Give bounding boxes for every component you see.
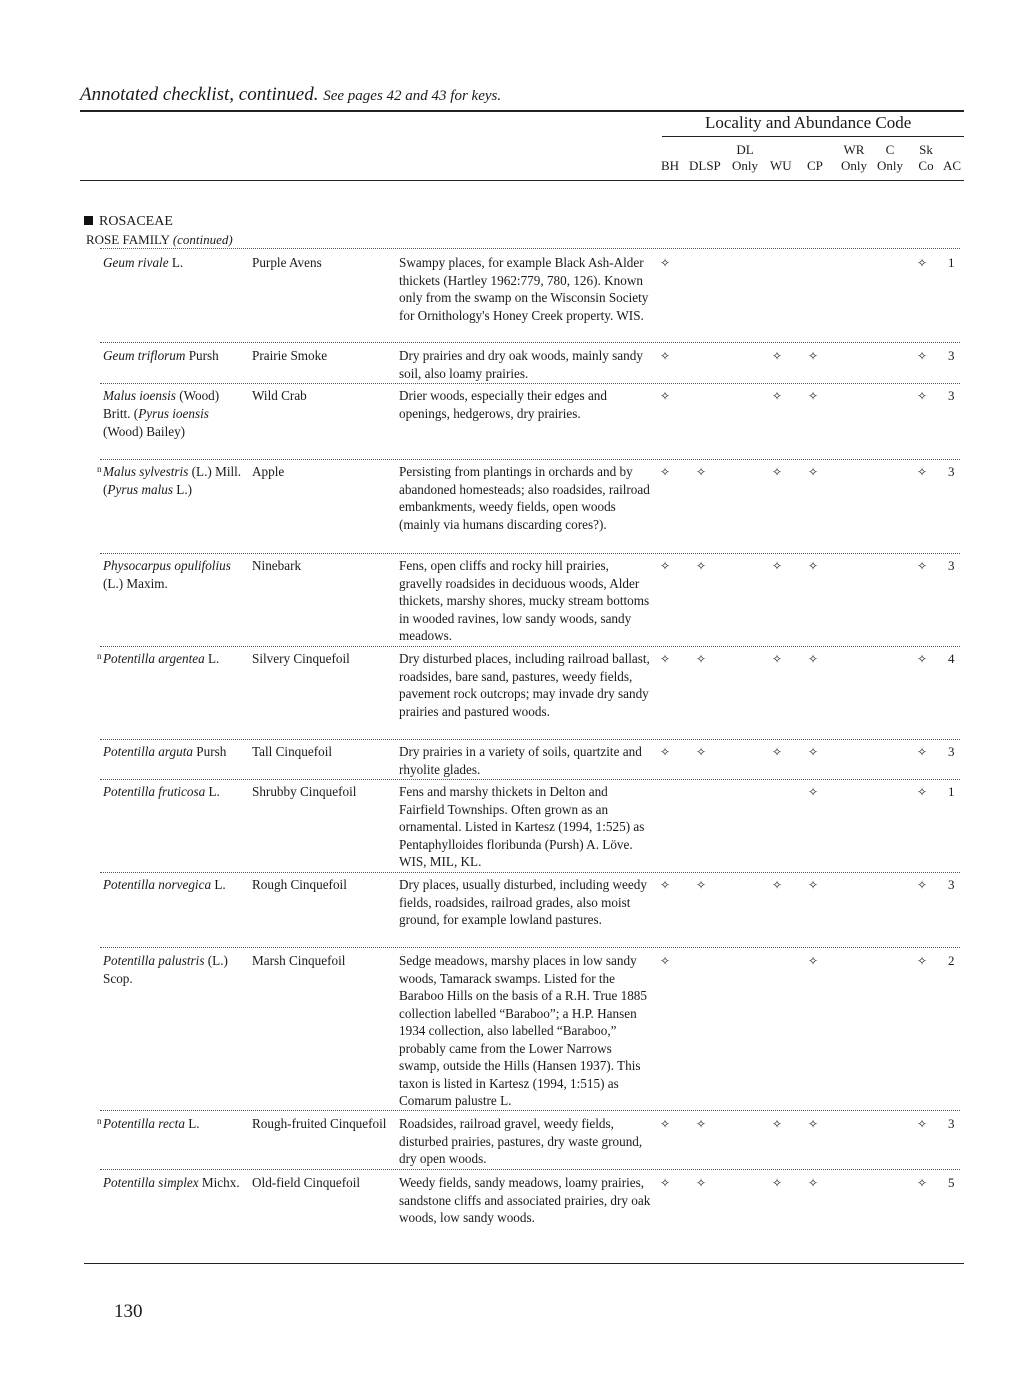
row-divider xyxy=(100,342,960,343)
row-divider xyxy=(100,248,960,249)
common-name: Ninebark xyxy=(252,558,302,573)
common-name: Old-field Cinquefoil xyxy=(252,1175,361,1190)
locality-marker-dlsp-icon: ✧ xyxy=(695,878,707,892)
locality-marker-dlsp-icon: ✧ xyxy=(695,1117,707,1131)
locality-marker-bh-icon: ✧ xyxy=(659,1176,671,1190)
synonym: Pyrus malus xyxy=(107,482,173,497)
common-name: Apple xyxy=(252,464,285,479)
row-divider xyxy=(100,947,960,948)
locality-marker-dlsp-icon: ✧ xyxy=(695,745,707,759)
habitat-description: Dry disturbed places, including railroad ballast, roadsides, bare sand, pastures, weedy fields, pavement rock outcrops; may invade dry sandy prairies and pastured woods. xyxy=(399,651,650,719)
habitat-description: Sedge meadows, marshy places in low sandy woods, Tamarack swamps. Listed for the Baraboo Hills on the basis of a R.H. True 1885 collection labelled “Baraboo”; a H.P. Hansen 1934 collection, also labelled “Baraboo,” probably came from the Lower Narrows swamp, outside the Hills (Hansen 1937). This taxon is listed in Kartesz (1994, 1:515) as Comarum palustre L. xyxy=(399,953,647,1108)
locality-marker-wu-icon: ✧ xyxy=(771,1176,783,1190)
locality-marker-wu-icon: ✧ xyxy=(771,652,783,666)
binomial: Malus sylvestris xyxy=(103,464,189,479)
locality-marker-sk-icon: ✧ xyxy=(916,1176,928,1190)
locality-marker-cp-icon: ✧ xyxy=(807,785,819,799)
locality-marker-bh-icon: ✧ xyxy=(659,256,671,270)
locality-marker-bh-icon: ✧ xyxy=(659,878,671,892)
locality-marker-cp-icon: ✧ xyxy=(807,1117,819,1131)
locality-marker-sk-icon: ✧ xyxy=(916,652,928,666)
abundance-code: 3 xyxy=(948,558,955,573)
family-name: ROSACEAE xyxy=(99,214,173,229)
running-header xyxy=(80,84,501,106)
col-bh: BH xyxy=(661,158,680,173)
col-wr-bottom: Only xyxy=(841,158,867,173)
col-wu: WU xyxy=(770,158,792,173)
common-name: Marsh Cinquefoil xyxy=(252,953,346,968)
synonym: Pyrus ioensis xyxy=(138,406,209,421)
locality-marker-wu-icon: ✧ xyxy=(771,1117,783,1131)
authority: (L.) Maxim. xyxy=(103,576,168,591)
locality-marker-cp-icon: ✧ xyxy=(807,389,819,403)
locality-marker-wu-icon: ✧ xyxy=(771,745,783,759)
common-name: Rough-fruited Cinquefoil xyxy=(252,1116,387,1131)
row-divider xyxy=(100,553,960,554)
common-name: Wild Crab xyxy=(252,388,307,403)
habitat-description: Fens and marshy thickets in Delton and Fairfield Townships. Often grown as an ornamental. Listed in Kartesz (1994, 1:525) as Pentaphylloides floribunda (Pursh) A. Löve. WIS, MIL, KL. xyxy=(399,784,645,869)
abundance-code: 1 xyxy=(948,784,955,799)
col-sk-top: Sk xyxy=(919,142,933,157)
locality-marker-sk-icon: ✧ xyxy=(916,389,928,403)
authority: L. xyxy=(204,651,220,666)
authority: (L.) Scop. xyxy=(103,953,228,986)
binomial: Potentilla arguta xyxy=(103,744,193,759)
locality-marker-cp-icon: ✧ xyxy=(807,349,819,363)
introduced-marker: n xyxy=(97,464,102,474)
scientific-name xyxy=(103,1174,243,1192)
authority: L. xyxy=(205,784,220,799)
header-title: Annotated checklist, continued. xyxy=(80,84,319,105)
authority: L. xyxy=(184,1116,200,1131)
authority: (L.) Mill. xyxy=(188,464,242,479)
locality-marker-bh-icon: ✧ xyxy=(659,559,671,573)
scientific-name xyxy=(103,254,243,272)
common-name: Prairie Smoke xyxy=(252,348,328,363)
locality-marker-cp-icon: ✧ xyxy=(807,954,819,968)
habitat-description: Dry prairies in a variety of soils, quartzite and rhyolite glades. xyxy=(399,744,642,777)
locality-marker-dlsp-icon: ✧ xyxy=(695,465,707,479)
authority: Pursh xyxy=(193,744,227,759)
row-divider xyxy=(100,779,960,780)
family-heading xyxy=(84,214,173,230)
col-dlsp: DLSP xyxy=(689,158,721,173)
locality-marker-sk-icon: ✧ xyxy=(916,745,928,759)
habitat-description: Fens, open cliffs and rocky hill prairies, gravelly roadsides in deciduous woods, Alder thickets, marshy shores, mucky stream bottoms in wooded ravines, low sandy woods, sandy meadows. xyxy=(399,558,650,643)
common-name: Shrubby Cinquefoil xyxy=(252,784,357,799)
col-c-bottom: Only xyxy=(877,158,903,173)
scientific-name xyxy=(103,347,243,365)
introduced-marker: n xyxy=(97,651,102,661)
authority: L. xyxy=(211,877,226,892)
binomial: Geum triflorum xyxy=(103,348,186,363)
page-number: 130 xyxy=(114,1301,143,1322)
authority: (Wood) Britt. xyxy=(103,388,220,421)
locality-marker-bh-icon: ✧ xyxy=(659,389,671,403)
locality-marker-cp-icon: ✧ xyxy=(807,745,819,759)
locality-marker-sk-icon: ✧ xyxy=(916,785,928,799)
scientific-name xyxy=(97,463,243,499)
col-dl-top: DL xyxy=(736,142,754,157)
binomial: Potentilla palustris xyxy=(103,953,205,968)
habitat-description: Swampy places, for example Black Ash-Alder thickets (Hartley 1962:779, 780, 126). Known only from the swamp on the Wisconsin Society for Ornithology's Honey Creek property. WIS. xyxy=(399,255,649,323)
abundance-code: 1 xyxy=(948,255,955,270)
locality-marker-bh-icon: ✧ xyxy=(659,954,671,968)
header-note: See pages 42 and 43 for keys. xyxy=(323,88,502,104)
binomial: Malus ioensis xyxy=(103,388,176,403)
scientific-name xyxy=(97,1115,243,1133)
abundance-code: 2 xyxy=(948,953,955,968)
binomial: Potentilla argentea xyxy=(103,651,205,666)
locality-marker-wu-icon: ✧ xyxy=(771,465,783,479)
locality-marker-cp-icon: ✧ xyxy=(807,559,819,573)
family-common-name: ROSE FAMILY xyxy=(86,232,170,247)
row-divider xyxy=(100,646,960,647)
scientific-name xyxy=(103,743,243,761)
row-divider xyxy=(100,1169,960,1170)
locality-marker-dlsp-icon: ✧ xyxy=(695,559,707,573)
habitat-description: Persisting from plantings in orchards and by abandoned homesteads; also roadsides, railroad embankments, weedy fields, open woods (mainly via humans discarding cores?). xyxy=(399,464,650,532)
scientific-name xyxy=(97,650,243,668)
locality-marker-sk-icon: ✧ xyxy=(916,349,928,363)
common-name: Tall Cinquefoil xyxy=(252,744,333,759)
abundance-code: 3 xyxy=(948,388,955,403)
scientific-name xyxy=(103,387,243,441)
authority: Pursh xyxy=(185,348,219,363)
locality-marker-cp-icon: ✧ xyxy=(807,652,819,666)
locality-marker-cp-icon: ✧ xyxy=(807,1176,819,1190)
synonym-authority: L.) xyxy=(172,482,193,497)
scientific-name xyxy=(103,783,243,801)
locality-marker-bh-icon: ✧ xyxy=(659,465,671,479)
habitat-description: Roadsides, railroad gravel, weedy fields, disturbed prairies, pastures, dry waste ground, dry open woods. xyxy=(399,1116,643,1166)
locality-marker-bh-icon: ✧ xyxy=(659,652,671,666)
scientific-name xyxy=(103,952,243,988)
synonym-authority: (Wood) Bailey) xyxy=(103,424,186,439)
locality-marker-dlsp-icon: ✧ xyxy=(695,1176,707,1190)
locality-marker-sk-icon: ✧ xyxy=(916,1117,928,1131)
locality-marker-wu-icon: ✧ xyxy=(771,389,783,403)
col-wr-top: WR xyxy=(843,142,865,157)
synonym-open: ( xyxy=(103,482,108,497)
row-divider xyxy=(100,1110,960,1111)
locality-marker-cp-icon: ✧ xyxy=(807,878,819,892)
locality-marker-sk-icon: ✧ xyxy=(916,878,928,892)
synonym-open: ( xyxy=(130,406,139,421)
introduced-marker: n xyxy=(97,1116,102,1126)
locality-marker-bh-icon: ✧ xyxy=(659,349,671,363)
col-dl-bottom: Only xyxy=(732,158,758,173)
table-header-rule xyxy=(80,180,964,181)
footer-rule xyxy=(84,1263,964,1264)
habitat-description: Dry places, usually disturbed, including weedy fields, roadsides, railroad grades, also moist ground, for example lowland pastures. xyxy=(399,877,647,927)
binomial: Potentilla recta xyxy=(103,1116,185,1131)
col-c-top: C xyxy=(885,142,895,157)
square-bullet-icon xyxy=(84,216,93,225)
locality-rule xyxy=(662,136,964,137)
abundance-code: 4 xyxy=(948,651,955,666)
locality-title: Locality and Abundance Code xyxy=(705,113,912,132)
abundance-code: 3 xyxy=(948,348,955,363)
scientific-name xyxy=(103,557,243,593)
binomial: Potentilla fruticosa xyxy=(103,784,206,799)
header-rule xyxy=(80,110,964,112)
abundance-code: 3 xyxy=(948,1116,955,1131)
common-name: Silvery Cinquefoil xyxy=(252,651,350,666)
row-divider xyxy=(100,872,960,873)
family-subheading xyxy=(86,232,233,248)
locality-marker-bh-icon: ✧ xyxy=(659,745,671,759)
locality-marker-bh-icon: ✧ xyxy=(659,1117,671,1131)
abundance-code: 3 xyxy=(948,877,955,892)
locality-marker-wu-icon: ✧ xyxy=(771,349,783,363)
locality-marker-sk-icon: ✧ xyxy=(916,954,928,968)
row-divider xyxy=(100,739,960,740)
abundance-code: 5 xyxy=(948,1175,955,1190)
common-name: Rough Cinquefoil xyxy=(252,877,347,892)
locality-marker-sk-icon: ✧ xyxy=(916,465,928,479)
common-name: Purple Avens xyxy=(252,255,322,270)
binomial: Physocarpus opulifolius xyxy=(103,558,231,573)
locality-marker-cp-icon: ✧ xyxy=(807,465,819,479)
locality-marker-wu-icon: ✧ xyxy=(771,878,783,892)
abundance-code: 3 xyxy=(948,464,955,479)
scientific-name xyxy=(103,876,243,894)
col-cp: CP xyxy=(807,158,823,173)
binomial: Potentilla norvegica xyxy=(103,877,212,892)
family-note: (continued) xyxy=(172,232,233,247)
row-divider xyxy=(100,383,960,384)
authority: L. xyxy=(168,255,184,270)
authority: Michx. xyxy=(198,1175,240,1190)
locality-marker-wu-icon: ✧ xyxy=(771,559,783,573)
locality-marker-sk-icon: ✧ xyxy=(916,256,928,270)
col-ac: AC xyxy=(943,158,962,173)
habitat-description: Drier woods, especially their edges and openings, hedgerows, dry prairies. xyxy=(399,388,607,421)
binomial: Geum rivale xyxy=(103,255,169,270)
locality-marker-dlsp-icon: ✧ xyxy=(695,652,707,666)
col-sk-bottom: Co xyxy=(918,158,934,173)
abundance-code: 3 xyxy=(948,744,955,759)
row-divider xyxy=(100,459,960,460)
habitat-description: Dry prairies and dry oak woods, mainly sandy soil, also loamy prairies. xyxy=(399,348,643,381)
locality-marker-sk-icon: ✧ xyxy=(916,559,928,573)
binomial: Potentilla simplex xyxy=(103,1175,199,1190)
habitat-description: Weedy fields, sandy meadows, loamy prairies, sandstone cliffs and associated prairies, dry oak woods, low sandy woods. xyxy=(399,1175,651,1225)
